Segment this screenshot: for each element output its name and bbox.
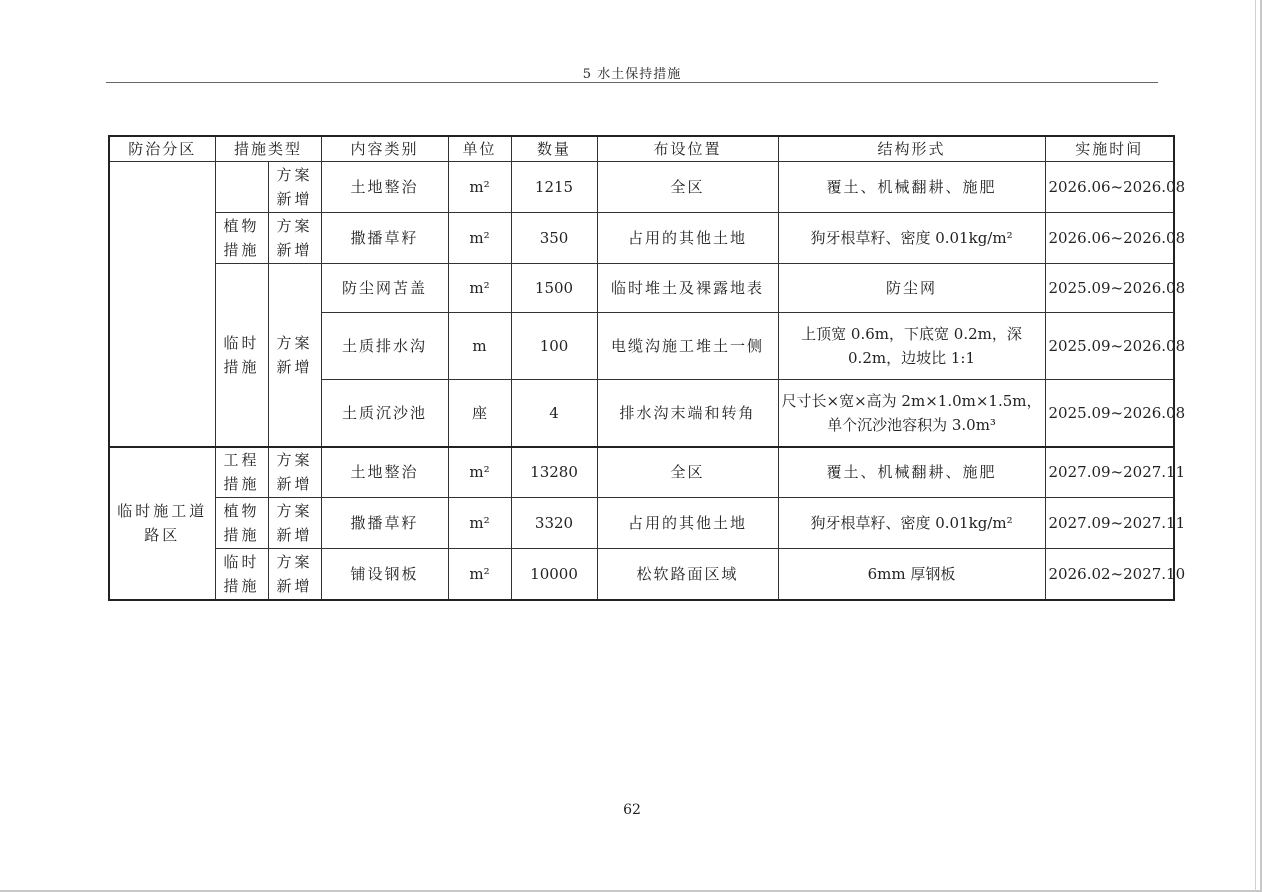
structure-cell: 覆土、机械翻耕、施肥 — [778, 447, 1045, 498]
table-row — [109, 213, 1174, 264]
plan-cell: 方案新增 — [268, 498, 321, 549]
location-cell: 全区 — [597, 447, 778, 498]
measure-type-cell: 植物措施 — [215, 498, 268, 549]
quantity-cell: 3320 — [511, 498, 597, 549]
column-header: 结构形式 — [778, 136, 1045, 162]
content-cell: 土质沉沙池 — [321, 380, 448, 447]
structure-cell: 6mm 厚钢板 — [778, 549, 1045, 600]
time-cell: 2025.09~2026.08 — [1045, 313, 1174, 380]
table-row — [109, 549, 1174, 600]
location-cell: 临时堆土及裸露地表 — [597, 264, 778, 313]
column-header: 单位 — [448, 136, 511, 162]
time-cell: 2026.06~2026.08 — [1045, 162, 1174, 213]
page-number: 62 — [623, 802, 641, 818]
column-header: 布设位置 — [597, 136, 778, 162]
column-header: 数量 — [511, 136, 597, 162]
location-cell: 占用的其他土地 — [597, 213, 778, 264]
table-row — [109, 264, 1174, 313]
quantity-cell: 13280 — [511, 447, 597, 498]
quantity-cell: 4 — [511, 380, 597, 447]
table-row — [109, 498, 1174, 549]
quantity-cell: 350 — [511, 213, 597, 264]
column-header: 实施时间 — [1045, 136, 1174, 162]
content-cell: 防尘网苫盖 — [321, 264, 448, 313]
zone-cell: 临时施工道路区 — [109, 447, 215, 600]
quantity-cell: 1215 — [511, 162, 597, 213]
content-cell: 铺设钢板 — [321, 549, 448, 600]
unit-cell: 座 — [448, 380, 511, 447]
plan-cell: 方案新增 — [268, 264, 321, 447]
unit-cell: m² — [448, 264, 511, 313]
page-edge-line — [1255, 0, 1256, 892]
content-cell: 土质排水沟 — [321, 313, 448, 380]
table-header-row — [109, 136, 1174, 162]
running-header: 5 水土保持措施 — [582, 67, 682, 82]
plan-cell: 方案新增 — [268, 162, 321, 213]
unit-cell: m² — [448, 498, 511, 549]
content-cell: 撒播草籽 — [321, 213, 448, 264]
header-rule — [106, 82, 1158, 83]
structure-cell: 覆土、机械翻耕、施肥 — [778, 162, 1045, 213]
content-cell: 土地整治 — [321, 447, 448, 498]
time-cell: 2025.09~2026.08 — [1045, 264, 1174, 313]
time-cell: 2026.06~2026.08 — [1045, 213, 1174, 264]
location-cell: 电缆沟施工堆土一侧 — [597, 313, 778, 380]
quantity-cell: 1500 — [511, 264, 597, 313]
unit-cell: m² — [448, 213, 511, 264]
structure-cell: 狗牙根草籽、密度 0.01kg/m² — [778, 213, 1045, 264]
location-cell: 松软路面区域 — [597, 549, 778, 600]
unit-cell: m² — [448, 447, 511, 498]
column-header: 措施类型 — [215, 136, 321, 162]
measure-type-cell: 临时措施 — [215, 264, 268, 447]
measure-type-cell: 工程措施 — [215, 447, 268, 498]
time-cell: 2026.02~2027.10 — [1045, 549, 1174, 600]
time-cell: 2027.09~2027.11 — [1045, 498, 1174, 549]
plan-cell: 方案新增 — [268, 447, 321, 498]
location-cell: 全区 — [597, 162, 778, 213]
table-row — [109, 162, 1174, 213]
column-header: 内容类别 — [321, 136, 448, 162]
unit-cell: m — [448, 313, 511, 380]
measure-type-cell: 临时措施 — [215, 549, 268, 600]
plan-cell: 方案新增 — [268, 213, 321, 264]
structure-cell: 尺寸长×宽×高为 2m×1.0m×1.5m，单个沉沙池容积为 3.0m³ — [778, 380, 1045, 447]
content-cell: 撒播草籽 — [321, 498, 448, 549]
quantity-cell: 100 — [511, 313, 597, 380]
unit-cell: m² — [448, 162, 511, 213]
structure-cell: 防尘网 — [778, 264, 1045, 313]
unit-cell: m² — [448, 549, 511, 600]
column-header: 防治分区 — [109, 136, 215, 162]
table-row — [109, 447, 1174, 498]
quantity-cell: 10000 — [511, 549, 597, 600]
content-cell: 土地整治 — [321, 162, 448, 213]
location-cell: 排水沟末端和转角 — [597, 380, 778, 447]
measure-type-cell — [215, 162, 268, 213]
location-cell: 占用的其他土地 — [597, 498, 778, 549]
measures-table — [108, 135, 1186, 601]
time-cell: 2027.09~2027.11 — [1045, 447, 1174, 498]
structure-cell: 上顶宽 0.6m，下底宽 0.2m，深 0.2m，边坡比 1:1 — [778, 313, 1045, 380]
zone-cell — [109, 162, 215, 447]
measure-type-cell: 植物措施 — [215, 213, 268, 264]
plan-cell: 方案新增 — [268, 549, 321, 600]
time-cell: 2025.09~2026.08 — [1045, 380, 1174, 447]
structure-cell: 狗牙根草籽、密度 0.01kg/m² — [778, 498, 1045, 549]
